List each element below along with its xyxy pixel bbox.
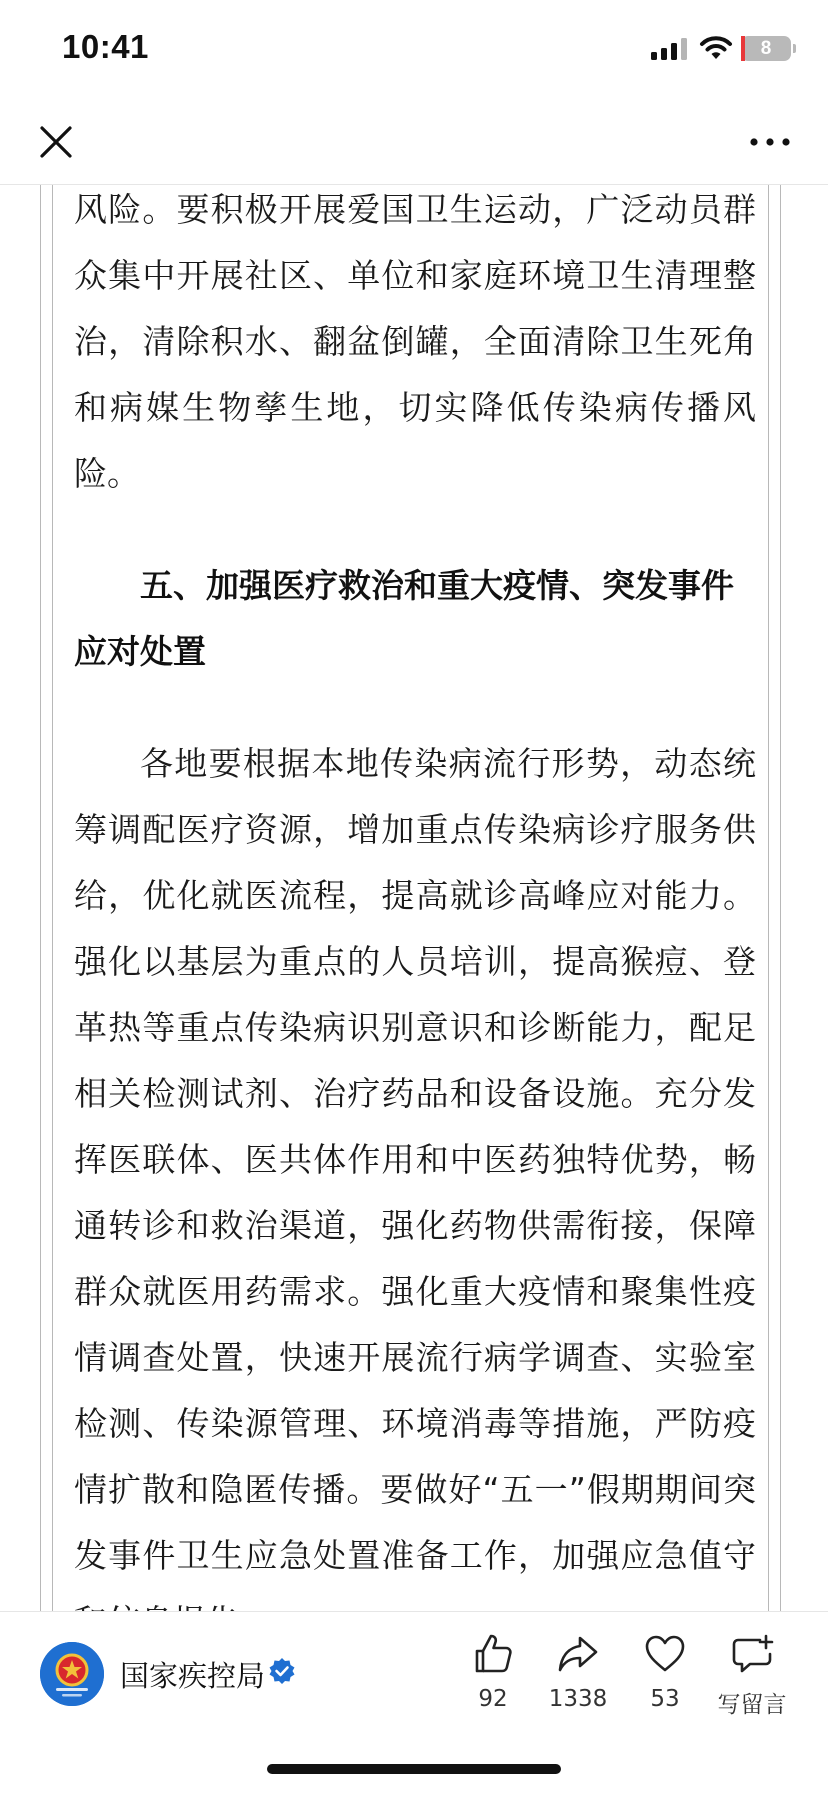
like-button[interactable] [445,1632,541,1712]
write-comment-button[interactable] [704,1632,800,1719]
frame-border-left-outer [40,185,41,1611]
share-arrow-icon [556,1632,600,1676]
favorite-button[interactable] [617,1632,713,1712]
comment-plus-icon [730,1632,774,1676]
article-paragraph: 各地要根据本地传染病流行形势，动态统筹调配医疗资源，增加重点传染病诊疗服务供给，优化就医流程，提高就诊高峰应对能力。强化以基层为重点的人员培训，提高猴痘、登革热等重点传染病识别意识和诊断能力，配足相关检测试剂、治疗药品和设备设施。充分发挥医联体、医共体作用和中医药独特优势，畅通转诊和救治渠道，强化药物供需衔接，保障群众就医用药需求。强化重大疫情和聚集性疫情调查处置，快速开展流行病学调查、实验室检测、传染源管理、环境消毒等措施，严防疫情扩散和隐匿传播。要做好“五一”假期期间突发事件卫生应急处置准备工作，加强应急值守 [74,744,756,1575]
status-bar [0,0,828,100]
share-button[interactable] [530,1632,626,1712]
verified-badge-icon [268,1657,296,1685]
frame-border-right-inner [768,185,769,1611]
article-viewport[interactable] [0,185,828,1611]
like-count: 92 [478,1686,508,1712]
close-icon[interactable] [34,120,78,164]
favorite-count: 53 [650,1686,680,1712]
cellular-signal-icon [651,38,689,60]
account-avatar[interactable] [40,1642,104,1706]
home-indicator[interactable] [267,1764,561,1774]
section-heading: 五、加强医疗救治和重大疫情、突发事件应对处置 [74,566,734,671]
frame-border-left-inner [52,185,53,1611]
battery-icon [741,36,791,61]
account-name[interactable]: 国家疾控局 [120,1659,266,1693]
battery-level: 8 [760,38,772,59]
heart-icon [643,1632,687,1676]
wifi-icon [700,36,732,60]
article-body [74,177,756,1655]
article-paragraph: 风险。要积极开展爱国卫生运动，广泛动员群众集中开展社区、单位和家庭环境卫生清理整治，清除积水、翻盆倒罐，全面清除卫生死角和病媒生物孳生地，切实降低传染病传播风险。 [74,190,756,493]
thumbs-up-icon [471,1632,515,1676]
write-comment-label: 写留言 [717,1692,787,1718]
emblem-icon [40,1642,104,1706]
battery-tip [793,44,796,53]
status-time: 10:41 [62,28,149,65]
paragraph-spacer [74,685,756,731]
nav-bar [0,100,828,185]
more-icon[interactable] [748,128,792,156]
frame-border-right-outer [780,185,781,1611]
share-count: 1338 [548,1686,608,1712]
